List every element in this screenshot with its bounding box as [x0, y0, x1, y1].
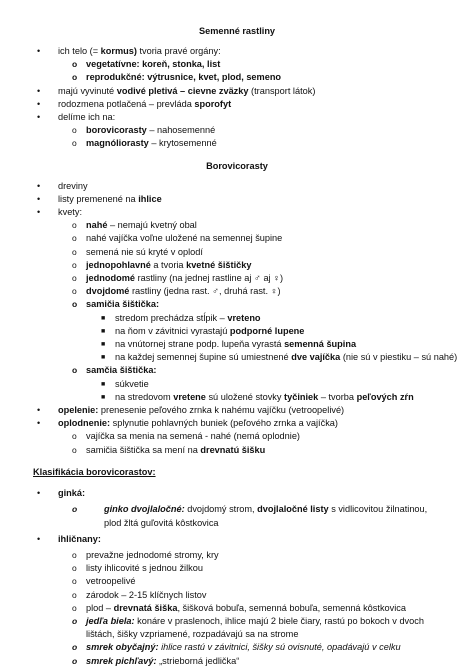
- square-bullet-icon: ■: [101, 380, 106, 388]
- list-item: [0, 193, 474, 206]
- text: s vidlicovitou žilnatinou, plod žltá guľovitá kôstkovica: [104, 504, 428, 528]
- text-bold: jednodomé: [86, 273, 136, 284]
- text: samičia šištička sa mení na: [86, 444, 201, 455]
- text: stredom prechádza stĺpik –: [115, 312, 228, 323]
- text: delíme ich na:: [58, 112, 116, 123]
- text: konáre v praslenoch, ihlice majú 2 biele čiary, rastú po bokoch v dvoch lištách, šišky vzpriamené, rozpadávajú sa na strome: [86, 615, 424, 640]
- list-item: [0, 589, 474, 602]
- circle-bullet-icon: o: [72, 138, 77, 149]
- text: zárodok – 2-15 klíčnych listov: [86, 589, 207, 600]
- text-bold: ihličnany:: [58, 533, 101, 544]
- text: listy ihlicovité s jednou žilkou: [86, 563, 203, 574]
- list-item: [0, 338, 474, 351]
- circle-bullet-icon: o: [72, 259, 77, 270]
- bullet-icon: •: [37, 488, 41, 499]
- text-bold: dve vajíčka: [291, 352, 341, 363]
- text-bold: dvojdomé: [86, 286, 130, 297]
- text-bold: ginká:: [58, 488, 86, 499]
- list-item: [0, 312, 474, 325]
- list-item: [0, 98, 474, 111]
- circle-bullet-icon: o: [72, 642, 78, 653]
- text-italic: ihlice rastú v závitnici, šišky sú ovisnuté, opadávajú v celku: [158, 642, 401, 653]
- list-item: [0, 378, 474, 391]
- text: majú vyvinuté: [58, 85, 117, 96]
- section-heading-semenne: Semenné rastliny: [198, 26, 276, 36]
- list-item: [0, 391, 474, 404]
- list-item: [0, 602, 474, 615]
- square-bullet-icon: ■: [101, 327, 106, 335]
- circle-bullet-icon: o: [72, 72, 78, 83]
- text: súkvetie: [115, 378, 149, 389]
- square-bullet-icon: ■: [101, 314, 106, 322]
- bullet-icon: •: [37, 533, 41, 544]
- list-item: [0, 641, 474, 654]
- text-bold-italic: ginko dvojlaločné:: [104, 504, 185, 515]
- bullet-icon: •: [37, 46, 41, 56]
- circle-bullet-icon: o: [72, 549, 77, 560]
- square-bullet-icon: ■: [101, 341, 106, 349]
- list-item: [0, 549, 474, 562]
- list-item: [0, 655, 474, 668]
- text: na ňom v závitnici vyrastajú: [115, 325, 230, 336]
- list-item: [0, 137, 474, 150]
- list-item: [0, 351, 474, 364]
- section-heading-klasifikacia: Klasifikácia borovicorastov:: [33, 466, 156, 477]
- text: tvoria pravé orgány:: [136, 46, 221, 56]
- list-item: [0, 575, 474, 588]
- list-item: [0, 232, 474, 245]
- text: rastliny (jedna rast. ♂, druhá rast. ♀): [129, 286, 281, 297]
- text: rodozmena potlačená – prevláda: [58, 98, 195, 109]
- text-bold: podporné lupene: [229, 325, 305, 336]
- text-bold: reprodukčné:: [86, 72, 145, 83]
- text: na stredovom: [115, 391, 174, 402]
- bullet-icon: •: [37, 180, 41, 191]
- text-bold: kvetné šištičky: [186, 259, 252, 270]
- circle-bullet-icon: o: [72, 125, 77, 136]
- list-item: [0, 298, 474, 311]
- list-item: [0, 404, 474, 417]
- text: vajíčka sa menia na semená - nahé (nemá oplodnie): [86, 431, 300, 442]
- text: – nahosemenné: [146, 125, 216, 136]
- square-bullet-icon: ■: [101, 393, 106, 401]
- text: na každej semennej šupine sú umiestnené: [115, 352, 292, 363]
- circle-bullet-icon: o: [72, 563, 77, 574]
- bullet-icon: •: [37, 85, 41, 96]
- text: sú uložené stovky: [205, 391, 285, 402]
- circle-bullet-icon: o: [72, 589, 77, 600]
- list-item: [0, 272, 474, 285]
- list-item: [0, 71, 474, 84]
- text: listy premenené na: [58, 193, 139, 204]
- list-item: [0, 285, 474, 298]
- circle-bullet-icon: o: [72, 286, 77, 297]
- text: – nemajú kvetný obal: [107, 220, 197, 231]
- list-item: [0, 487, 474, 500]
- text-bold: sporofyt: [194, 98, 232, 109]
- circle-bullet-icon: o: [72, 246, 77, 257]
- text: dreviny: [58, 180, 88, 191]
- circle-bullet-icon: o: [72, 602, 77, 613]
- text: rastliny (na jednej rastline aj ♂ aj ♀): [135, 273, 284, 284]
- text-bold: samičia šištička:: [86, 299, 160, 310]
- circle-bullet-icon: o: [72, 233, 77, 244]
- text-bold: tyčiniek: [284, 391, 319, 402]
- text-bold: nahé: [86, 220, 108, 231]
- text-bold: jednopohlavné: [86, 259, 151, 270]
- text-bold: borovicorasty: [86, 125, 147, 136]
- text-bold: vretene: [173, 391, 206, 402]
- circle-bullet-icon: o: [72, 431, 77, 442]
- list-item: [0, 562, 474, 575]
- bullet-icon: •: [37, 207, 41, 218]
- list-item: [0, 259, 474, 272]
- text: prenesenie peľového zrnka k nahému vajíčku (vetroopelivé): [98, 405, 345, 416]
- text-bold-italic: smrek obyčajný:: [86, 642, 159, 653]
- text-bold: oplodnenie:: [58, 418, 111, 429]
- list-item: [0, 124, 474, 137]
- text-bold: výtrusnice, kvet, plod, semeno: [144, 72, 282, 83]
- text: semená nie sú kryté v oplodí: [86, 246, 203, 257]
- list-item: [0, 444, 474, 457]
- list-item: [0, 58, 474, 71]
- list-item: [0, 417, 474, 430]
- bullet-icon: •: [37, 405, 41, 416]
- bullet-icon: •: [37, 418, 41, 429]
- text-bold: ihlice: [138, 193, 162, 204]
- text: na vnútornej strane podp. lupeňa vyrastá: [115, 339, 285, 350]
- text-bold: dvojlaločné listy: [257, 504, 329, 515]
- text: splynutie pohlavných buniek (peľového zrnka a vajíčka): [110, 418, 338, 429]
- list-item: [0, 364, 474, 377]
- text: vetroopelivé: [86, 576, 136, 587]
- square-bullet-icon: ■: [101, 354, 106, 362]
- text: kvety:: [58, 207, 82, 218]
- section-heading-borovicorasty: Borovicorasty: [206, 160, 268, 171]
- text: (nie sú v piestiku – sú nahé): [340, 352, 458, 363]
- list-item: [0, 533, 474, 546]
- text-bold-italic: jedľa biela:: [86, 615, 135, 626]
- circle-bullet-icon: o: [72, 504, 78, 515]
- circle-bullet-icon: o: [72, 59, 78, 70]
- text: nahé vajíčka voľne uložené na semennej šupine: [86, 233, 283, 244]
- list-item: [0, 615, 474, 641]
- text: prevažne jednodomé stromy, kry: [86, 549, 219, 560]
- text-bold: vodivé pletivá – cievne zväzky: [116, 85, 249, 96]
- text-bold: drevnatá šiška: [113, 602, 178, 613]
- bullet-icon: •: [37, 112, 41, 123]
- text: ich telo (=: [58, 46, 101, 56]
- circle-bullet-icon: o: [72, 655, 78, 666]
- circle-bullet-icon: o: [72, 299, 78, 310]
- circle-bullet-icon: o: [72, 444, 77, 455]
- text: – tvorba: [318, 391, 357, 402]
- text: (transport látok): [248, 85, 316, 96]
- list-item: [0, 430, 474, 443]
- text-bold: opelenie:: [58, 405, 99, 416]
- text-bold: samčia šištička:: [86, 365, 157, 376]
- text-bold: drevnatú šišku: [200, 444, 266, 455]
- list-item: [0, 325, 474, 338]
- circle-bullet-icon: o: [72, 615, 78, 626]
- text-bold: koreň, stonka, list: [139, 59, 221, 70]
- list-item: [0, 111, 474, 124]
- bullet-icon: •: [37, 193, 41, 204]
- circle-bullet-icon: o: [72, 365, 78, 376]
- circle-bullet-icon: o: [72, 576, 77, 587]
- bullet-icon: •: [37, 98, 41, 109]
- text-bold-italic: smrek pichľavý:: [86, 655, 157, 666]
- list-item: [0, 219, 474, 232]
- text: a tvoria: [150, 259, 187, 270]
- text-bold: vegetatívne:: [86, 59, 140, 70]
- text: plod –: [86, 602, 114, 613]
- text: „strieborná jedlička“: [156, 655, 240, 666]
- text-bold: magnóliorasty: [86, 138, 149, 149]
- text-bold: semenná šupina: [284, 339, 357, 350]
- list-item: [0, 503, 474, 529]
- circle-bullet-icon: o: [72, 273, 77, 284]
- text-bold: kormus): [100, 46, 137, 56]
- list-item: [0, 85, 474, 98]
- list-item: [0, 206, 474, 219]
- circle-bullet-icon: o: [72, 220, 77, 231]
- list-item: [0, 180, 474, 193]
- text: , šišková bobuľa, semenná bobuľa, semenná kôstkovica: [177, 602, 406, 613]
- text: dvojdomý strom,: [184, 504, 258, 515]
- list-item: [0, 246, 474, 259]
- text: – krytosemenné: [148, 138, 217, 149]
- text-bold: peľových zŕn: [356, 391, 414, 402]
- text-bold: vreteno: [227, 312, 261, 323]
- list-item: [0, 45, 474, 58]
